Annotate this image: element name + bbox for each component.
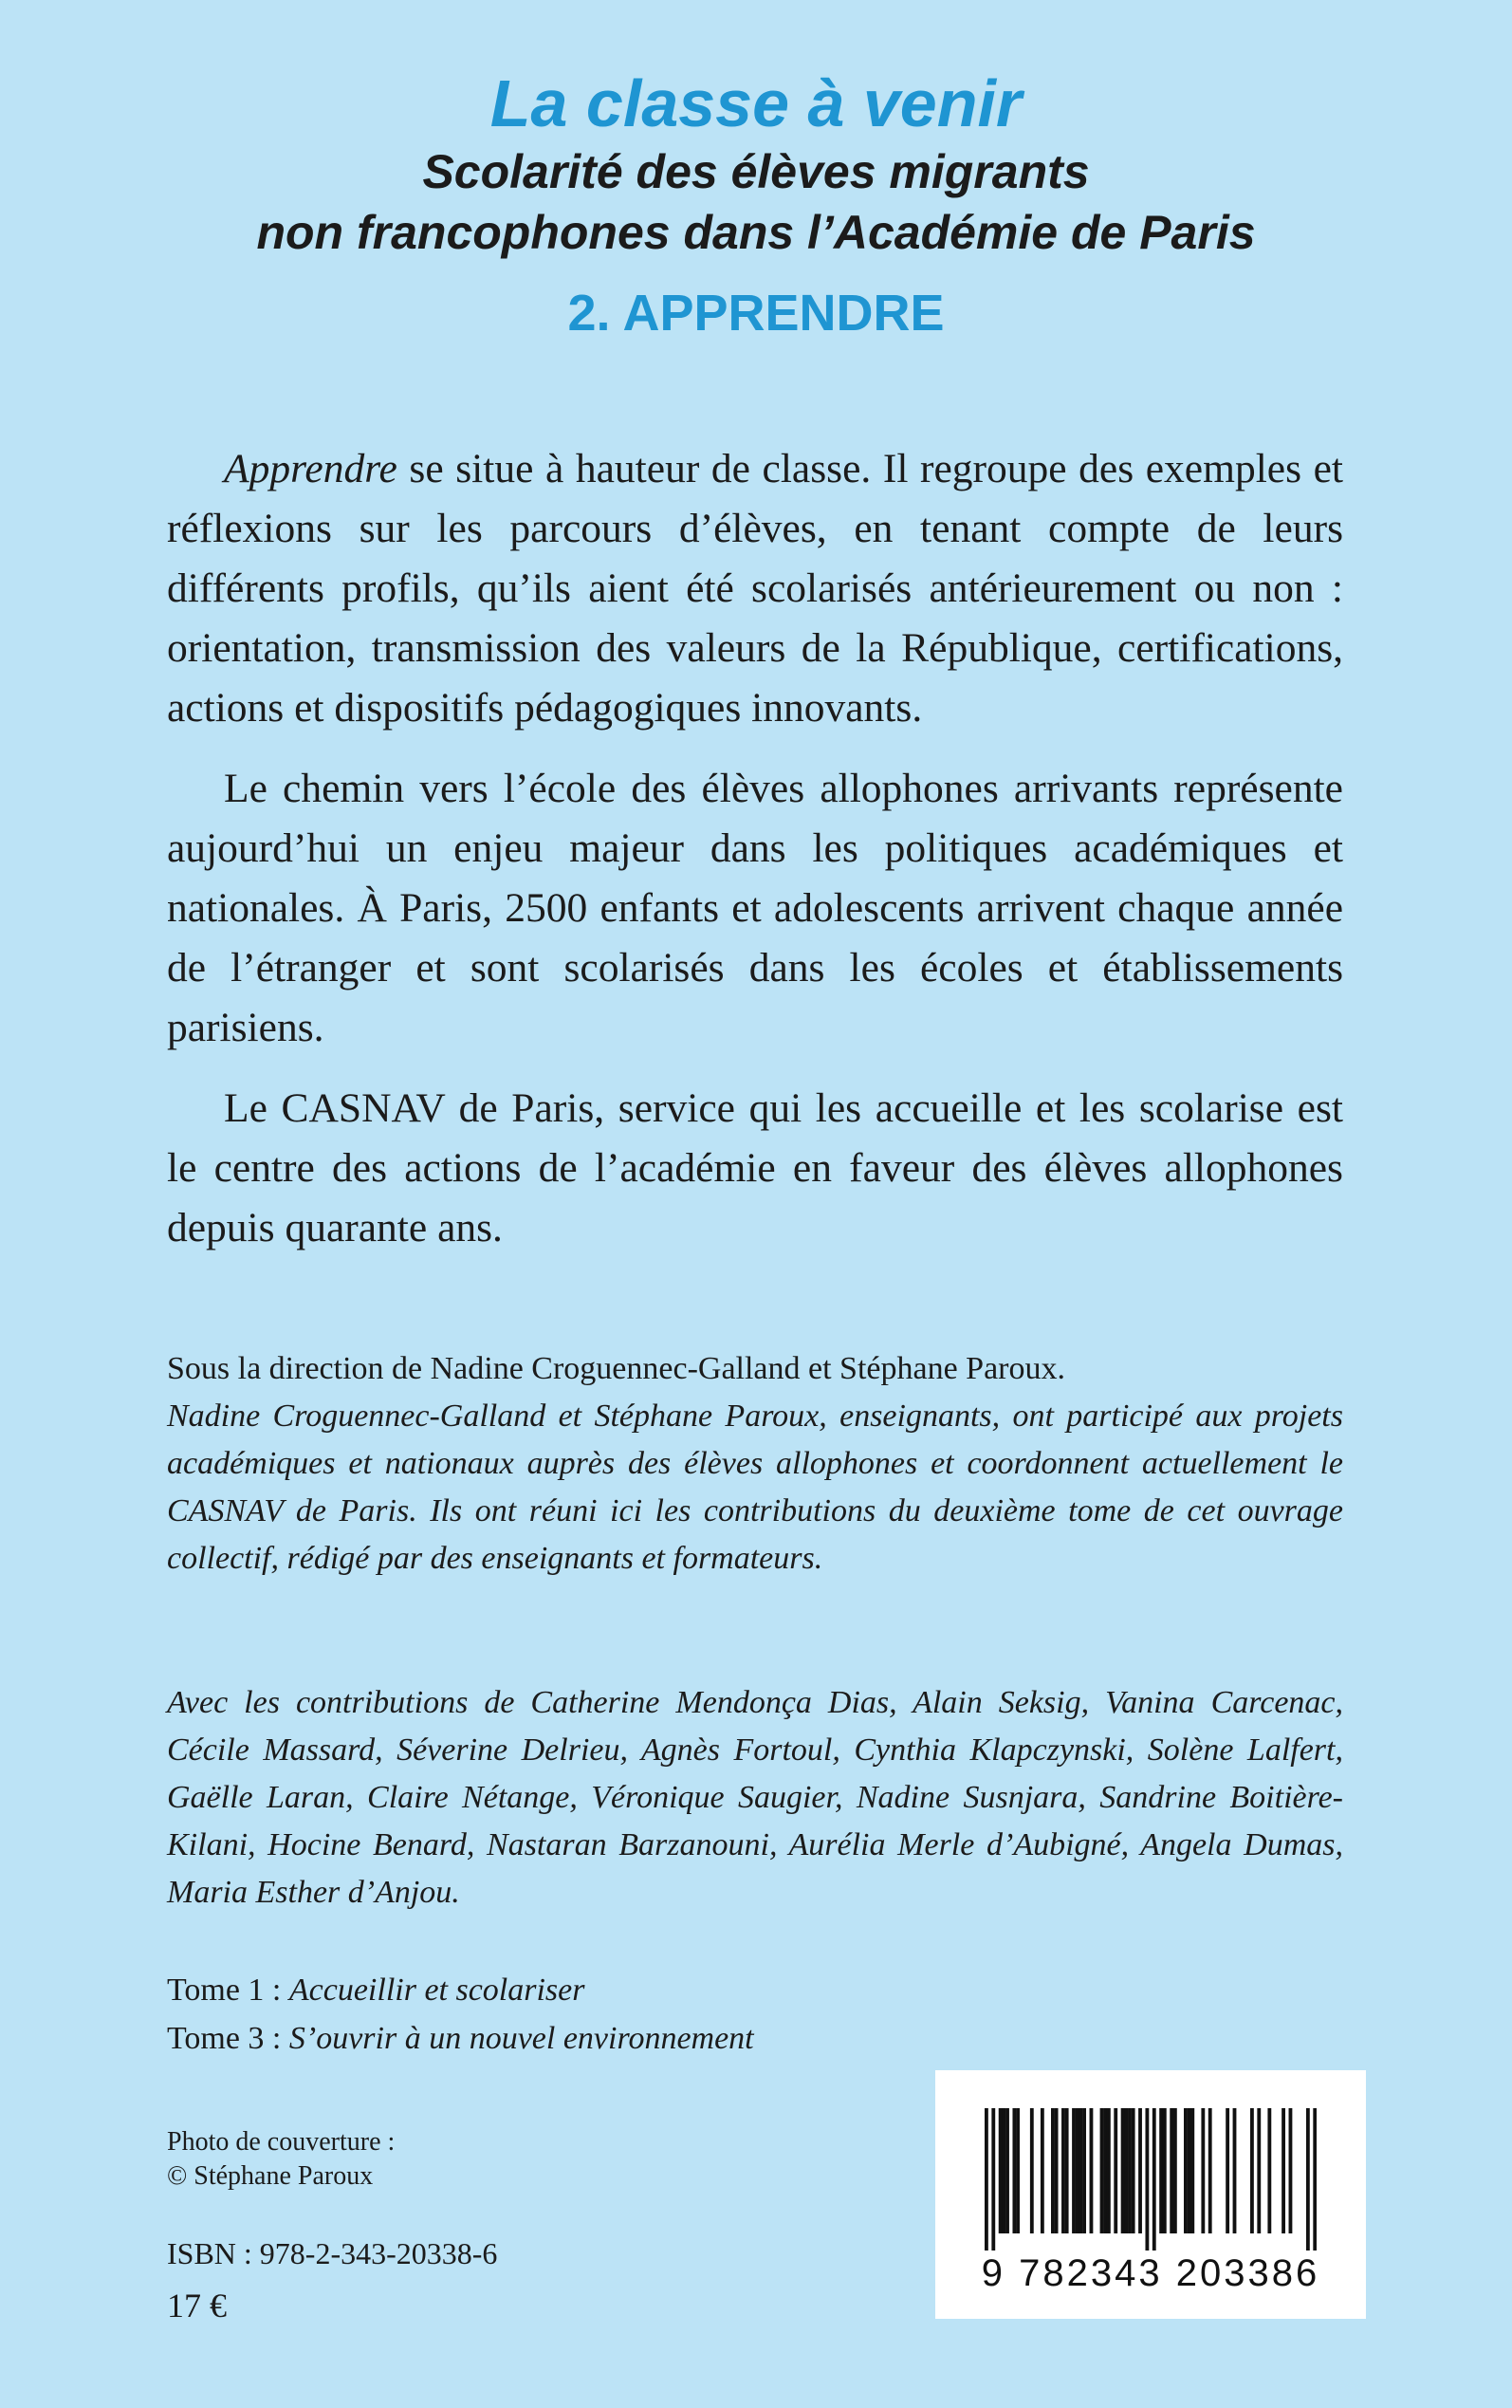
barcode-guard-bar [991, 2108, 995, 2251]
barcode-bar [1041, 2108, 1044, 2233]
barcode-bar [1082, 2108, 1086, 2233]
photo-credit [167, 2125, 395, 2194]
blurb [167, 439, 1343, 1279]
barcode-bar [1030, 2108, 1034, 2233]
barcode-bar [1016, 2108, 1020, 2233]
barcode-bar [1138, 2108, 1142, 2233]
price: 17 € [167, 2287, 227, 2325]
barcode-bar [1114, 2108, 1117, 2233]
editors-section [167, 1345, 1343, 1583]
barcode-bar [1055, 2108, 1059, 2233]
barcode-bar [1121, 2108, 1125, 2233]
barcode-bar [1132, 2108, 1135, 2233]
photo-credit-label: Photo de couverture : [167, 2127, 396, 2157]
barcode-bar [1107, 2108, 1111, 2233]
barcode-bar [1226, 2108, 1229, 2233]
barcode-bar [1076, 2108, 1079, 2233]
barcode-bar [1163, 2108, 1167, 2233]
barcode-guard-bar [1313, 2108, 1317, 2251]
tome-title: S’ouvrir à un nouvel environnement [288, 2021, 754, 2056]
barcode-bar [1201, 2108, 1205, 2233]
barcode-bar [1002, 2108, 1005, 2233]
tome-title: Accueillir et scolariser [288, 1973, 585, 2008]
barcode-bar [1250, 2108, 1254, 2233]
barcode-bar [1061, 2108, 1065, 2233]
barcode-bar [1190, 2108, 1194, 2233]
barcode-guard-bar [1152, 2108, 1156, 2251]
barcode-bar [1282, 2108, 1285, 2233]
editors-line: Sous la direction de Nadine Croguennec-Galland et Stéphane Paroux. [167, 1351, 1066, 1386]
barcode-bar [1079, 2108, 1082, 2233]
barcode-bars [985, 2108, 1317, 2251]
barcode-guard-bar [1145, 2108, 1149, 2251]
tome-label: Tome 3 : [167, 2021, 289, 2056]
barcode-guard-bar [1306, 2108, 1310, 2251]
barcode-bar [1267, 2108, 1271, 2233]
barcode-bar [1124, 2108, 1128, 2233]
barcode-bar [1289, 2108, 1293, 2233]
barcode-bar [1188, 2108, 1191, 2233]
barcode-bar [1173, 2108, 1177, 2233]
heading-block [0, 66, 1512, 344]
blurb-paragraph-1 [167, 439, 1343, 738]
editors-bio: Nadine Croguennec-Galland et Stéphane Paroux, enseignants, ont participé aux projets académiques et nationaux auprès des élèves allophones et coordonnent actuellement le CASNAV de Paris. Ils ont réuni ici les contributions du deuxième tome de cet ouvrage collectif, rédigé par des enseignants et formateurs. [167, 1398, 1343, 1576]
series-list [167, 1966, 1021, 2063]
barcode-bar [1072, 2108, 1076, 2233]
barcode-bar [1184, 2108, 1188, 2233]
barcode-bar [1103, 2108, 1107, 2233]
barcode-bar [1005, 2108, 1009, 2233]
blurb-paragraph-1-text: se situe à hauteur de classe. Il regroupe des exemples et réflexions sur les parcours d’élèves, en tenant compte de leurs différents profils, qu’ils aient été scolarisés antérieurement ou non : orientation, transmission des valeurs de la République, certifications, actions et dispositifs pédagogiques innovants. [167, 446, 1343, 731]
volume-title: 2. APPRENDRE [567, 285, 945, 343]
book-subtitle-line-2: non francophones dans l’Académie de Paris [256, 206, 1256, 260]
contributors-list: Avec les contributions de Catherine Mendonça Dias, Alain Seksig, Vanina Carcenac, Cécile Massard, Séverine Delrieu, Agnès Fortoul, Cynthia Klapczynski, Solène Lalfert, Gaëlle Laran, Claire Nétange, Véronique Saugier, Nadine Susnjara, Sandrine Boitière-Kilani, Hocine Benard, Nastaran Barzanouni, Aurélia Merle d’Aubigné, Angela Dumas, Maria Esther d’Anjou. [167, 1685, 1343, 1910]
barcode-guard-bar [985, 2108, 988, 2251]
tome-label: Tome 1 : [167, 1973, 289, 2008]
blurb-paragraph-3: Le CASNAV de Paris, service qui les accueille et les scolarise est le centre des actions de l’académie en faveur des élèves allophones depuis quarante ans. [167, 1085, 1343, 1250]
barcode-bar [1170, 2108, 1173, 2233]
book-subtitle-line-1: Scolarité des élèves migrants [422, 145, 1090, 199]
blurb-paragraph-2: Le chemin vers l’école des élèves allophones arrivants représente aujourd’hui un enjeu majeur dans les politiques académiques et nationales. À Paris, 2500 enfants et adolescents arrivent chaque année de l’étranger et sont scolarisés dans les écoles et établissements parisiens. [167, 766, 1343, 1050]
tome-item [167, 2014, 1021, 2063]
barcode-bar [1233, 2108, 1237, 2233]
barcode-bar [999, 2108, 1003, 2233]
tome-item [167, 1966, 1021, 2014]
barcode-digits: 9 782343 203386 [981, 2252, 1320, 2294]
barcode-bar [1100, 2108, 1104, 2233]
barcode-bar [1012, 2108, 1016, 2233]
barcode-bar [1257, 2108, 1261, 2233]
photo-credit-name: © Stéphane Paroux [167, 2161, 374, 2191]
blurb-lead-word: Apprendre [224, 446, 397, 491]
barcode-bar [1159, 2108, 1163, 2233]
isbn: ISBN : 978-2-343-20338-6 [167, 2236, 498, 2270]
barcode-bar [1208, 2108, 1212, 2233]
barcode-bar [1065, 2108, 1069, 2233]
barcode-bar [1090, 2108, 1094, 2233]
barcode [935, 2070, 1366, 2319]
book-title: La classe à venir [489, 66, 1023, 140]
barcode-bar [1128, 2108, 1132, 2233]
barcode-bar [1051, 2108, 1055, 2233]
